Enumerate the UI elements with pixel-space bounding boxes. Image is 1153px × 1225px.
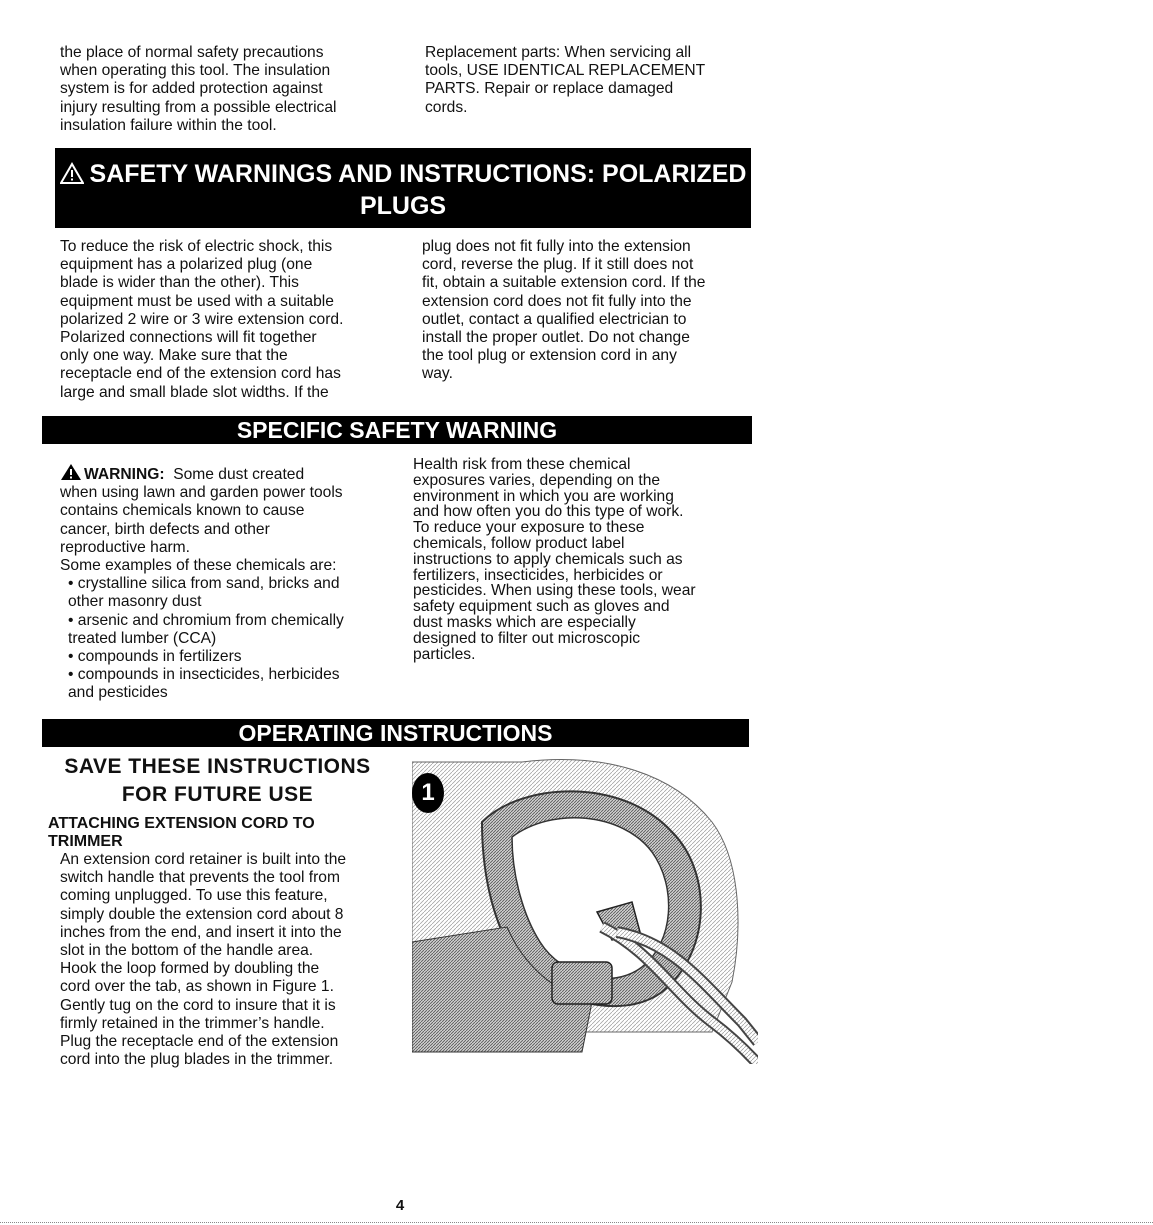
figure-number-badge (412, 773, 444, 813)
chemical-bullet-4: • compounds in insecticides, herbicides and pesticides (68, 666, 340, 702)
save-instructions-line2: FOR FUTURE USE (121, 783, 314, 806)
polarized-plugs-banner (55, 148, 751, 228)
warning-first-line: Some dust created (173, 466, 305, 483)
polarized-left-text: To reduce the risk of electric shock, this equipment has a polarized plug (one blade is wider than the other). This equipment must be used with a suitable polarized 2 wire or 3 wire extension cord. Polarized connections will fit together only one way. Make sure that the receptacle end of the extension cord has large and small blade slot widths. If the (60, 238, 344, 401)
page-number: 4 (395, 1197, 405, 1214)
chemical-bullet-1: • crystalline silica from sand, bricks and other masonry dust (68, 575, 340, 611)
chemical-bullet-2: • arsenic and chromium from chemically treated lumber (CCA) (68, 611, 344, 647)
warning-triangle-icon (60, 162, 84, 184)
specific-safety-title: SPECIFIC SAFETY WARNING (236, 417, 558, 443)
attach-cord-text: An extension cord retainer is built into the switch handle that prevents the tool from coming unplugged. To use this feature, simply double the extension cord about 8 inches from the end, and insert it into the slot in the bottom of the handle area. Hook the loop formed by doubling the cord over the tab, as shown in Figure 1. Gently tug on the cord to insure that it is firmly retained in the trimmer’s handle. Plug the receptacle end of the extension cord into the plug blades in the trimmer. (60, 851, 347, 1069)
warning-triangle-icon (60, 463, 82, 481)
polarized-title-line1: SAFETY WARNINGS AND INSTRUCTIONS: POLARIZED (89, 160, 747, 188)
specific-left-column (60, 463, 400, 703)
operating-instructions-banner (42, 719, 749, 747)
figure-1-trimmer-handle (412, 752, 758, 1064)
intro-left-text: the place of normal safety precautions when operating this tool. The insulation system is for added protection against injury resulting from a possible electrical insulation failure within the tool. (60, 44, 337, 134)
operating-title: OPERATING INSTRUCTIONS (238, 720, 553, 746)
specific-right-text: Health risk from these chemical exposures varies, depending on the environment in which you are working and how often you do this type of work. To reduce your exposure to these chemicals, follow product label instructions to apply chemicals such as fertilizers, insecticides, herbicides or pesticides. When using these tools, wear safety equipment such as gloves and dust masks which are especially designed to filter out microscopic particles. (413, 456, 696, 663)
specific-safety-warning-banner (42, 416, 752, 444)
page-bottom-divider (0, 1222, 1153, 1223)
specific-left-text: when using lawn and garden power tools contains chemicals known to cause cancer, birth defects and other reproductive harm. Some examples of these chemicals are: (60, 484, 343, 575)
intro-right-text: Replacement parts: When servicing all tools, USE IDENTICAL REPLACEMENT PARTS. Repair or replace damaged cords. (425, 44, 706, 116)
polarized-right-text: plug does not fit fully into the extension cord, reverse the plug. If it still does not fit, obtain a suitable extension cord. If the extension cord does not fit fully into the outlet, contact a qualified electrician to install the proper outlet. Do not change the tool plug or extension cord in any way. (422, 238, 706, 383)
attach-cord-heading: ATTACHING EXTENSION CORD TO TRIMMER (48, 815, 315, 850)
figure-number: 1 (421, 779, 435, 806)
warning-label: WARNING: (84, 466, 165, 483)
polarized-title-line2: PLUGS (359, 192, 447, 220)
chemical-bullet-3: • compounds in fertilizers (68, 648, 242, 666)
save-instructions-line1: SAVE THESE INSTRUCTIONS (64, 755, 371, 778)
